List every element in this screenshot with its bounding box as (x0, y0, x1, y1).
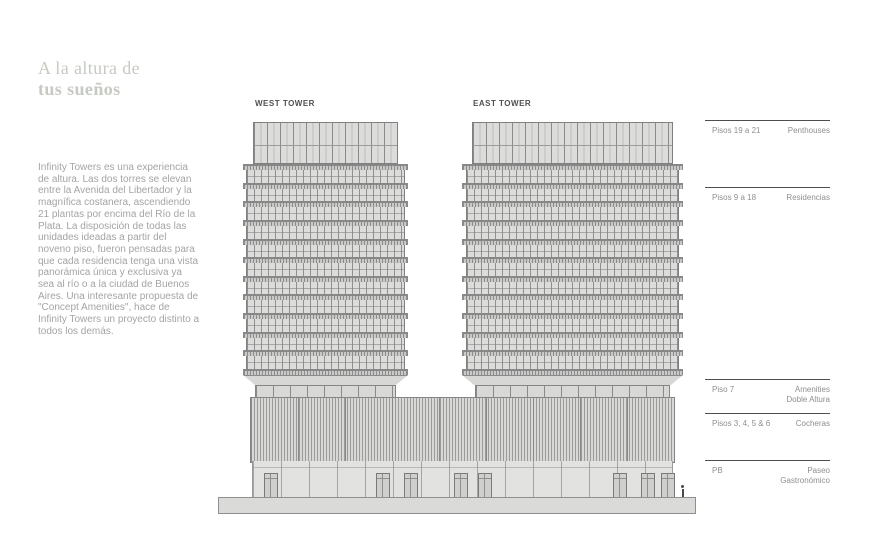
window-band (246, 300, 405, 313)
legend-item-paseo-gastronomico (705, 460, 830, 486)
west-tower-label: WEST TOWER (255, 99, 315, 108)
entrance-door (454, 473, 468, 497)
floor-band (462, 164, 683, 183)
window-band (466, 226, 679, 239)
floor-band (243, 164, 408, 183)
legend-floor-name: Residencias (786, 193, 830, 202)
entrance-door (661, 473, 675, 497)
window-band (466, 189, 679, 202)
legend-floor-name: Penthouses (787, 126, 830, 135)
floor-band (462, 183, 683, 202)
title-line-1: A la altura de (38, 58, 141, 78)
legend-floor-range: Pisos 9 a 18 (712, 193, 757, 202)
ground-floor (252, 461, 673, 497)
window-band (246, 263, 405, 276)
window-band (246, 282, 405, 295)
entrance-door (404, 473, 418, 497)
legend-floor-name: Amenities Doble Altura (786, 385, 830, 404)
entrance-door (478, 473, 492, 497)
legend-floor-range: PB (712, 466, 723, 475)
floor-band (462, 332, 683, 351)
floor-band (462, 350, 683, 369)
tower-flare (462, 375, 683, 385)
window-band (246, 170, 405, 183)
window-band (466, 300, 679, 313)
floor-band (462, 276, 683, 295)
window-band (246, 189, 405, 202)
window-band (246, 207, 405, 220)
tower-flare (243, 375, 408, 385)
window-band (466, 245, 679, 258)
entrance-door (376, 473, 390, 497)
floor-band (243, 313, 408, 332)
window-band (466, 356, 679, 369)
window-band (466, 282, 679, 295)
legend-floor-range: Pisos 3, 4, 5 & 6 (712, 419, 771, 428)
floor-band (243, 332, 408, 351)
title-line-2: tus sueños (38, 79, 121, 99)
west-tower-drawing (243, 122, 408, 402)
window-band (466, 170, 679, 183)
floor-band (243, 201, 408, 220)
entrance-door (613, 473, 627, 497)
legend-divider (705, 460, 830, 461)
legend-floor-name: Paseo Gastronómico (780, 466, 830, 485)
floor-band (462, 239, 683, 258)
penthouse-block (472, 122, 673, 164)
window-band (246, 338, 405, 351)
legend-divider (705, 413, 830, 414)
floor-band (243, 294, 408, 313)
entrance-door (641, 473, 655, 497)
floor-band (243, 220, 408, 239)
window-band (246, 356, 405, 369)
legend-floor-name: Cocheras (795, 419, 830, 428)
legend-divider (705, 187, 830, 188)
floor-band (462, 313, 683, 332)
legend-item-penthouses (705, 120, 830, 136)
floor-band (243, 183, 408, 202)
legend-floor-range: Pisos 19 a 21 (712, 126, 761, 135)
legend-divider (705, 379, 830, 380)
transfer-slab (243, 369, 408, 375)
window-band (246, 319, 405, 332)
window-band (466, 263, 679, 276)
east-tower-drawing (462, 122, 683, 402)
legend-divider (705, 120, 830, 121)
window-band (246, 245, 405, 258)
window-band (246, 226, 405, 239)
ground-slab (218, 497, 696, 514)
podium-louvers (250, 397, 675, 463)
legend-item-amenities (705, 379, 830, 405)
legend-floor-range: Piso 7 (712, 385, 735, 394)
window-band (466, 338, 679, 351)
residential-floors (462, 164, 683, 369)
entrance-door (264, 473, 278, 497)
floor-band (462, 220, 683, 239)
description-text: Infinity Towers es una experiencia de altura. Las dos torres se elevan entre la Avenida del Libertador y la magnífica costanera, ascendiendo 21 plantas por encima del Río de la Plata. La disposición de todas las unidades ideadas a partir del noveno piso, fueron pensadas para que cada residencia tenga una vista panorámica única y exclusiva ya sea al río o a la ciudad de Buenos Aires. Una interesante propuesta de "Concept Amenities", hace de Infinity Towers un proyecto distinto a todos los demás. (38, 162, 200, 337)
legend-item-cocheras (705, 413, 830, 429)
floor-band (243, 257, 408, 276)
floor-band (243, 350, 408, 369)
window-band (466, 319, 679, 332)
penthouse-block (253, 122, 398, 164)
window-band (466, 207, 679, 220)
page-title (38, 58, 140, 100)
transfer-slab (462, 369, 683, 375)
floor-band (243, 239, 408, 258)
floor-band (462, 257, 683, 276)
legend-item-residencias (705, 187, 830, 203)
floor-band (462, 294, 683, 313)
east-tower-label: EAST TOWER (473, 99, 532, 108)
residential-floors (243, 164, 408, 369)
floor-band (243, 276, 408, 295)
floor-band (462, 201, 683, 220)
person-figure (680, 485, 685, 497)
